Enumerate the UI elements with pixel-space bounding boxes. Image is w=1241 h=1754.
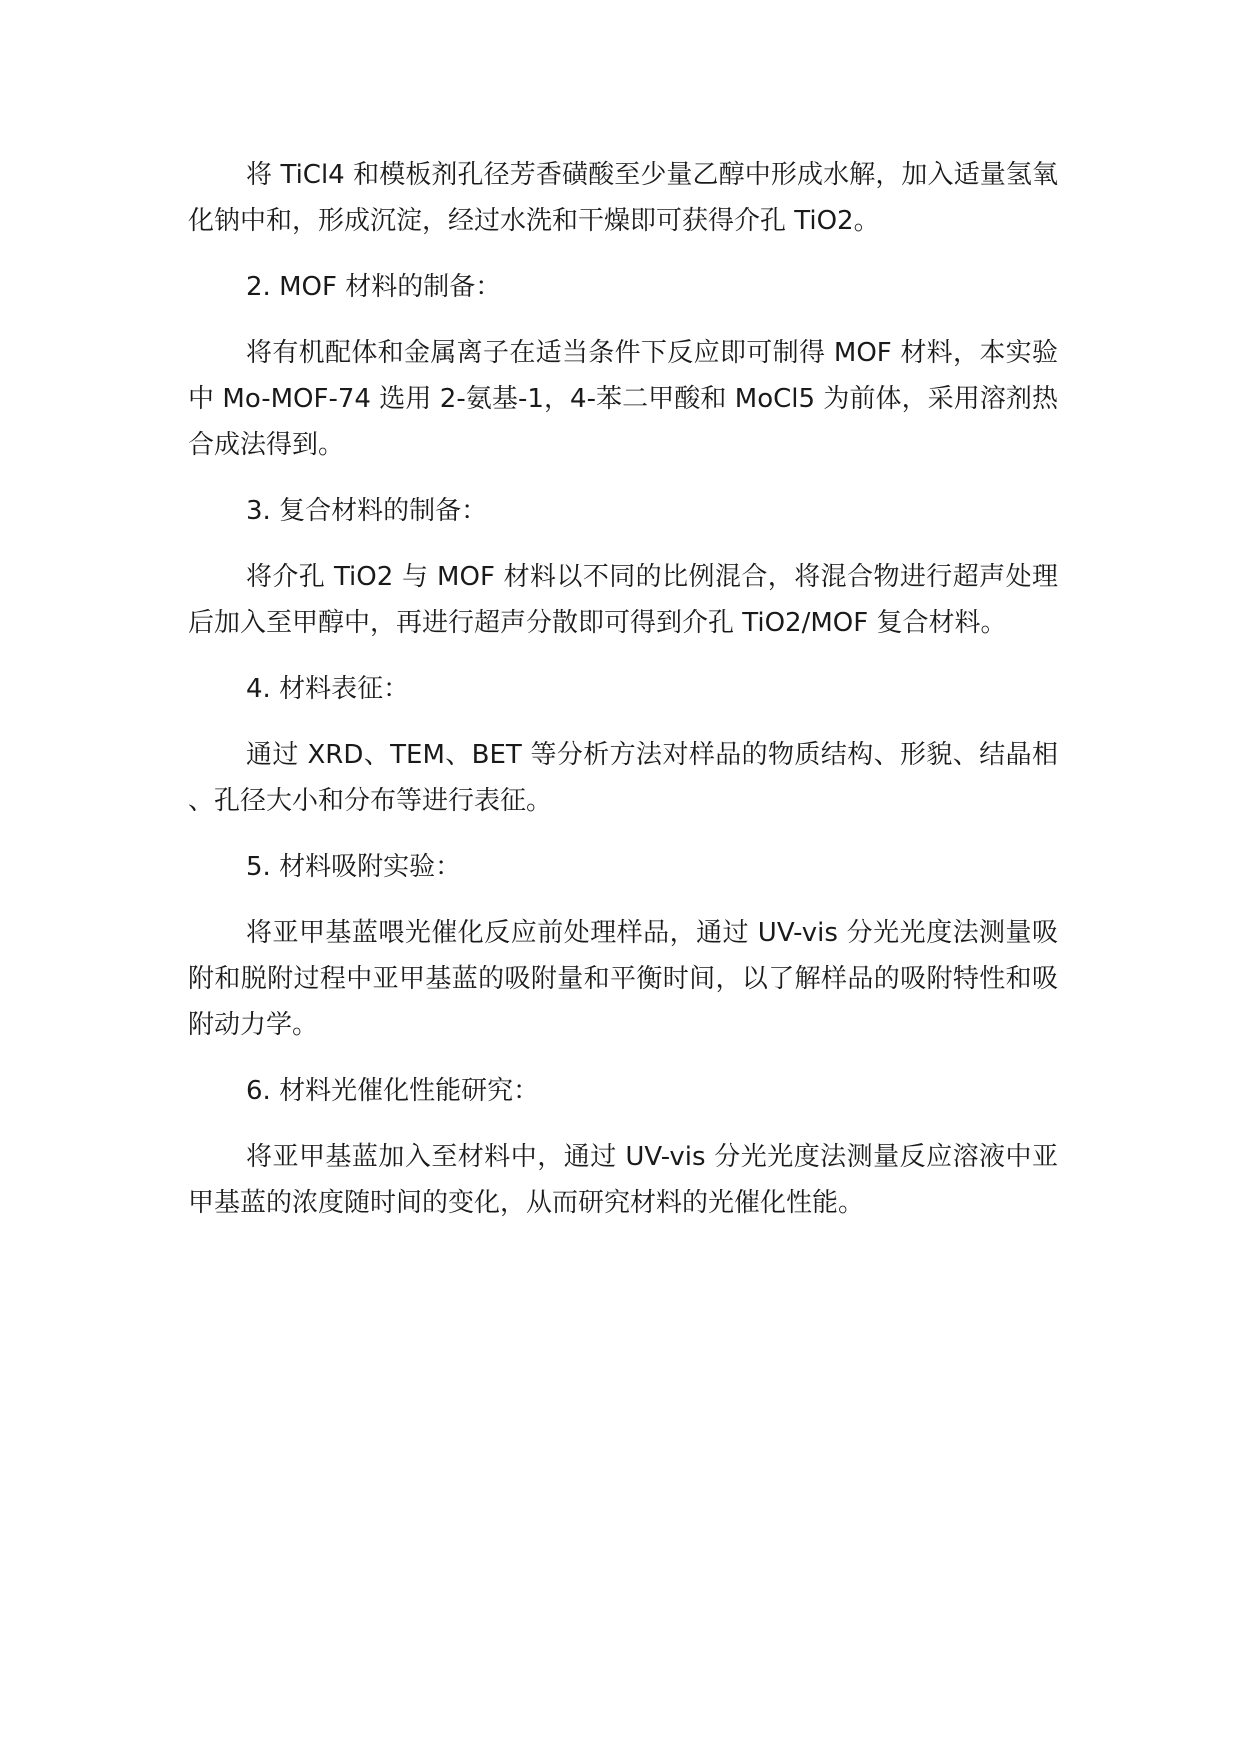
document-body: [188, 152, 1058, 1226]
heading-adsorption-experiment: 5. 材料吸附实验：: [246, 852, 462, 882]
paragraph-mof-preparation: 将有机配体和金属离子在适当条件下反应即可制得 MOF 材料，本实验中 Mo-MOF-74 选用 2-氨基-1，4-苯二甲酸和 MoCl5 为前体，采用溶剂热合成法得到。: [188, 338, 1058, 460]
heading-composite-preparation: 3. 复合材料的制备：: [246, 496, 488, 526]
paragraph-composite-preparation: 将介孔 TiO2 与 MOF 材料以不同的比例混合，将混合物进行超声处理后加入至甲醇中，再进行超声分散即可得到介孔 TiO2/MOF 复合材料。: [188, 562, 1058, 638]
heading-mof-preparation: 2. MOF 材料的制备：: [246, 272, 502, 302]
paragraph-adsorption-experiment: 将亚甲基蓝喂光催化反应前处理样品，通过 UV-vis 分光光度法测量吸附和脱附过程中亚甲基蓝的吸附量和平衡时间，以了解样品的吸附特性和吸附动力学。: [188, 918, 1058, 1040]
paragraph-tio2-preparation: 将 TiCl4 和模板剂孔径芳香磺酸至少量乙醇中形成水解，加入适量氢氧化钠中和，形成沉淀，经过水洗和干燥即可获得介孔 TiO2。: [188, 160, 1058, 236]
paragraph-photocatalysis-study: 将亚甲基蓝加入至材料中，通过 UV-vis 分光光度法测量反应溶液中亚甲基蓝的浓度随时间的变化，从而研究材料的光催化性能。: [188, 1142, 1058, 1218]
heading-characterization: 4. 材料表征：: [246, 674, 410, 704]
paragraph-characterization: 通过 XRD、TEM、BET 等分析方法对样品的物质结构、形貌、结晶相、孔径大小和分布等进行表征。: [188, 740, 1058, 816]
heading-photocatalysis-study: 6. 材料光催化性能研究：: [246, 1076, 540, 1106]
